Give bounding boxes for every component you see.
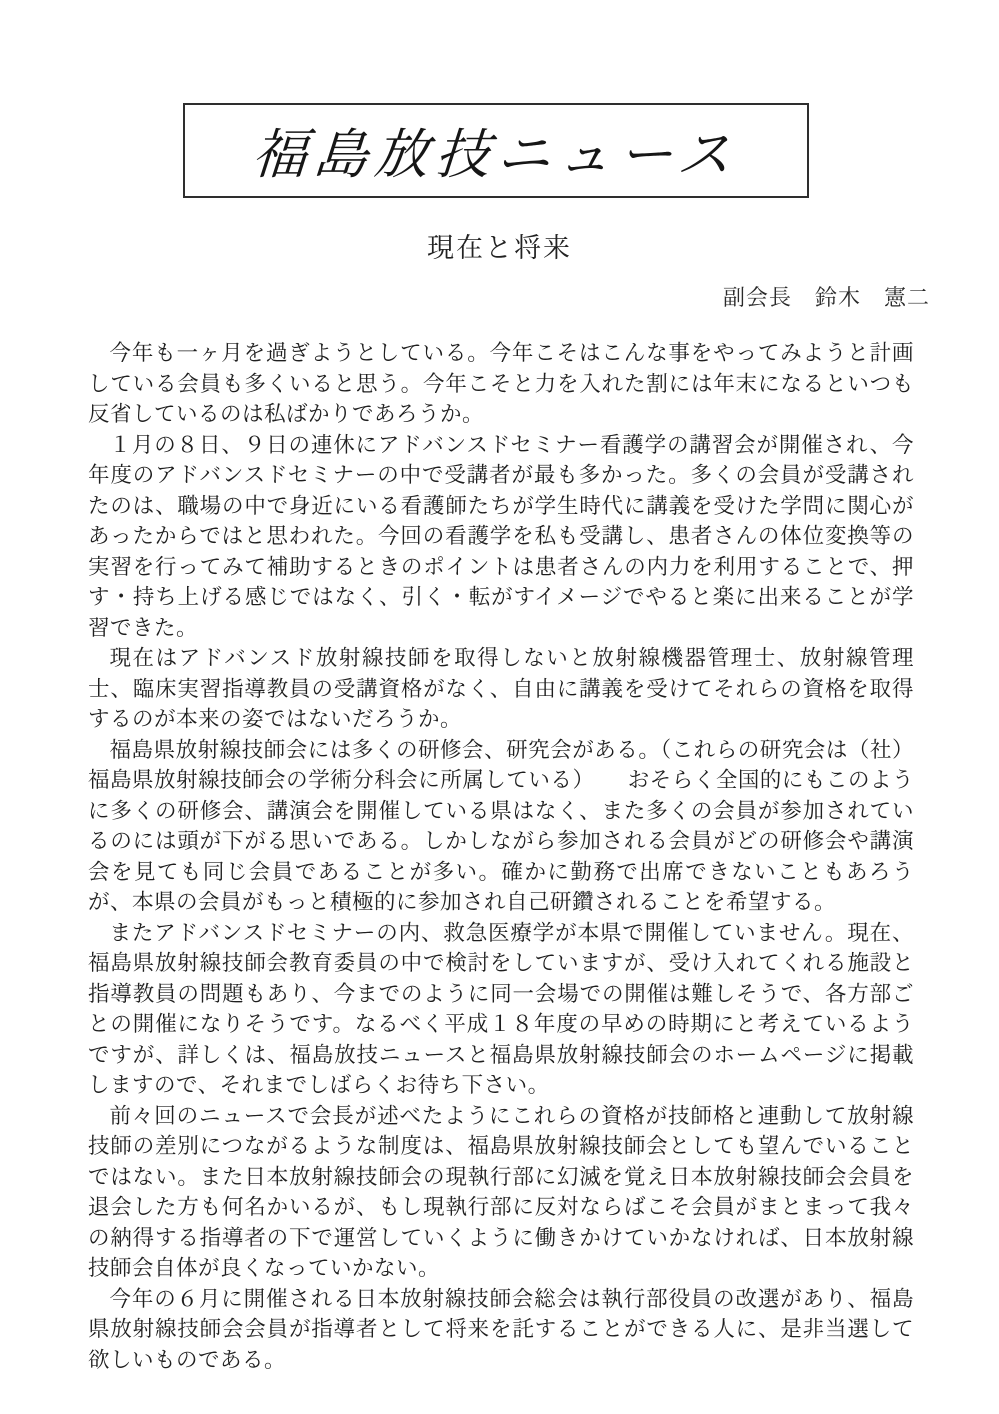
body-paragraph: 今年も一ヶ月を過ぎようとしている。今年こそはこんな事をやってみようと計画している会員も多くいると思う。今年こそと力を入れた割には年末になるといつも反省しているのは私ばかりであろうか。 (88, 341, 914, 426)
body-paragraph: またアドバンスドセミナーの内、救急医療学が本県で開催していません。現在、福島県放射線技師会教育委員の中で検討をしていますが、受け入れてくれる施設と指導教員の問題もあり、今までのように同一会場での開催は難しそうで、各方部ごとの開催になりそうです。なるべく平成１８年度の早めの時期にと考えているようですが、詳しくは、福島放技ニュースと福島県放射線技師会のホームページに掲載しますので、それまでしばらくお待ち下さい。 (88, 920, 914, 1097)
byline: 副会長 鈴木 憲二 (722, 285, 930, 310)
body-paragraph: 福島県放射線技師会には多くの研修会、研究会がある。（これらの研究会は（社）福島県放射線技師会の学術分科会に所属している） おそらく全国的にもこのように多くの研修会、講演会を開催している県はなく、また多くの会員が参加されているのには頭が下がる思いである。しかしながら参加される会員がどの研修会や講演会を見ても同じ会員であることが多い。確かに勤務で出席できないこともあろうが、本県の会員がもっと積極的に参加され自己研鑽されることを希望する。 (88, 737, 914, 914)
body-paragraph: 前々回のニュースで会長が述べたようにこれらの資格が技師格と連動して放射線技師の差別につながるような制度は、福島県放射線技師会としても望んでいることではない。また日本放射線技師会の現執行部に幻滅を覚え日本放射線技師会会員を退会した方も何名かいるが、もし現執行部に反対ならばこそ会員がまとまって我々の納得する指導者の下で運営していくように働きかけていかなければ、日本放射線技師会自体が良くなっていかない。 (88, 1103, 914, 1280)
body-paragraph: 今年の６月に開催される日本放射線技師会総会は執行部役員の改選があり、福島県放射線技師会会員が指導者として将来を託することができる人に、是非当選して欲しいものである。 (88, 1286, 914, 1372)
article-title: 現在と将来 (427, 233, 572, 263)
newsletter-masthead-title: 福島放技ニュース (250, 125, 741, 185)
article-body (88, 338, 914, 1375)
masthead-box (183, 103, 809, 198)
body-paragraph: 現在はアドバンスド放射線技師を取得しないと放射線機器管理士、放射線管理士、臨床実習指導教員の受講資格がなく、自由に講義を受けてそれらの資格を取得するのが本来の姿ではないだろうか。 (88, 646, 914, 731)
body-paragraph: １月の８日、９日の連休にアドバンスドセミナー看護学の講習会が開催され、今年度のアドバンスドセミナーの中で受講者が最も多かった。多くの会員が受講されたのは、職場の中で身近にいる看護師たちが学生時代に講義を受けた学問に関心があったからではと思われた。今回の看護学を私も受講し、患者さんの体位変換等の実習を行ってみて補助するときのポイントは患者さんの内力を利用することで、押す・持ち上げる感じではなく、引く・転がすイメージでやると楽に出来ることが学習できた。 (88, 432, 914, 640)
